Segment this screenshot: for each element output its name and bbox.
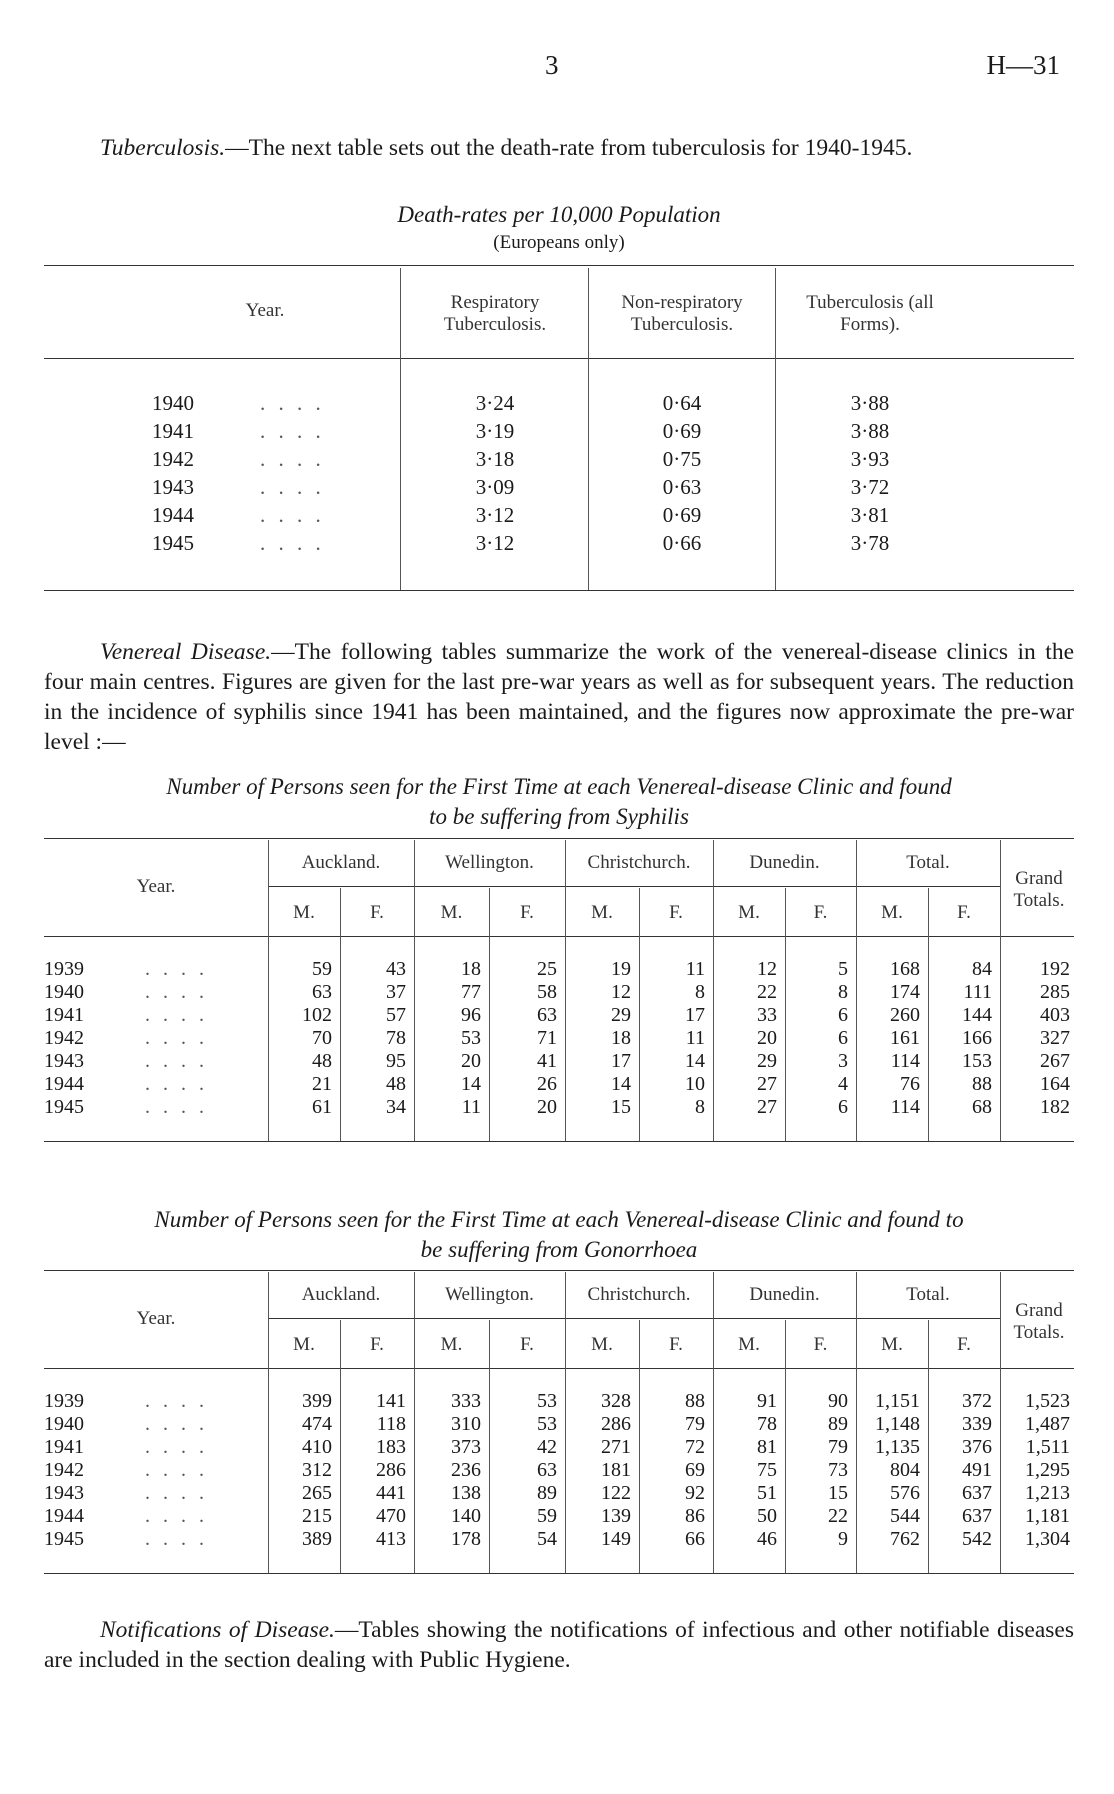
table-cell: 63 (537, 1004, 557, 1026)
table-cell: 114 (890, 1050, 920, 1072)
column-header-year: Year. (136, 1308, 176, 1329)
column-header-year: Year. (245, 300, 285, 321)
table-cell: 92 (685, 1482, 705, 1504)
leader-dots: . . . . (145, 1459, 208, 1481)
row-year: 1943 (44, 1050, 84, 1072)
table-cell: 17 (685, 1004, 705, 1026)
table-cell: 63 (537, 1459, 557, 1481)
leader-dots: . . . . (145, 1096, 208, 1118)
table-rule (44, 1368, 1074, 1369)
table-cell: 8 (695, 981, 705, 1003)
leader-dots: . . . . (260, 419, 325, 443)
leader-dots: . . . . (145, 1482, 208, 1504)
column-header-centre: Wellington. (445, 852, 534, 873)
table-cell: 1,295 (1025, 1459, 1070, 1481)
table-cell: 153 (962, 1050, 992, 1072)
table-cell: 75 (757, 1459, 777, 1481)
syphilis-table-title-line1: Number of Persons seen for the First Time at each Venereal-disease Clinic and found (166, 774, 952, 799)
column-header-centre: Total. (906, 1284, 950, 1305)
table-cell: 53 (461, 1027, 481, 1049)
table-cell: 637 (962, 1505, 992, 1527)
table-cell: 77 (461, 981, 481, 1003)
tuberculosis-intro-text: —The next table sets out the death-rate from tuberculosis for 1940-1945. (225, 135, 913, 161)
table-cell: 96 (461, 1004, 481, 1026)
column-header-female: F. (813, 902, 828, 923)
table-cell: 89 (828, 1413, 848, 1435)
table-rule (44, 1270, 1074, 1271)
cell-respiratory: 3·09 (475, 475, 515, 499)
table-cell: 51 (757, 1482, 777, 1504)
column-header-male: M. (881, 902, 903, 923)
table-cell: 12 (757, 958, 777, 980)
table-cell: 267 (1040, 1050, 1070, 1072)
table-cell: 15 (828, 1482, 848, 1504)
cell-non-respiratory: 0·75 (662, 447, 702, 471)
table-cell: 25 (537, 958, 557, 980)
column-header-centre: Wellington. (445, 1284, 534, 1305)
table-cell: 53 (537, 1413, 557, 1435)
table-cell: 71 (537, 1027, 557, 1049)
table-cell: 265 (302, 1482, 332, 1504)
column-header-centre: Christchurch. (587, 1284, 691, 1305)
table-cell: 48 (386, 1073, 406, 1095)
table-cell: 178 (451, 1528, 481, 1550)
table-cell: 102 (302, 1004, 332, 1026)
table-cell: 79 (828, 1436, 848, 1458)
leader-dots: . . . . (145, 981, 208, 1003)
column-header-female: F. (957, 1334, 971, 1355)
cell-non-respiratory: 0·69 (662, 419, 702, 443)
table-cell: 149 (601, 1528, 631, 1550)
cell-all-forms: 3·78 (850, 531, 890, 555)
leader-dots: . . . . (145, 1050, 208, 1072)
column-header-respiratory: Respiratory Tuberculosis. (443, 292, 547, 335)
table-cell: 14 (461, 1073, 481, 1095)
column-header-female: F. (370, 1334, 384, 1355)
row-year: 1943 (44, 1482, 84, 1504)
table-cell: 95 (386, 1050, 406, 1072)
table-cell: 53 (537, 1390, 557, 1412)
table-cell: 236 (451, 1459, 481, 1481)
table-cell: 260 (890, 1004, 920, 1026)
table-cell: 48 (312, 1050, 332, 1072)
table-cell: 72 (685, 1436, 705, 1458)
venereal-heading: Venereal Disease. (100, 639, 272, 665)
table-rule (44, 936, 1074, 937)
cell-non-respiratory: 0·64 (662, 391, 702, 415)
table-cell: 1,135 (875, 1436, 920, 1458)
table-cell: 310 (451, 1413, 481, 1435)
column-header-centre: Dunedin. (749, 1284, 820, 1305)
cell-respiratory: 3·12 (475, 503, 515, 527)
leader-dots: . . . . (145, 1027, 208, 1049)
cell-all-forms: 3·81 (850, 503, 890, 527)
table-cell: 11 (461, 1096, 481, 1118)
cell-all-forms: 3·88 (850, 391, 890, 415)
column-header-grand-totals: Grand Totals. (1013, 868, 1065, 911)
table-cell: 81 (757, 1436, 777, 1458)
table-cell: 43 (386, 958, 406, 980)
row-year: 1945 (44, 1096, 84, 1118)
table-cell: 474 (302, 1413, 332, 1435)
table-cell: 542 (962, 1528, 992, 1550)
table-cell: 11 (685, 958, 705, 980)
cell-respiratory: 3·24 (475, 391, 515, 415)
table-rule (44, 358, 1074, 359)
table-cell: 637 (962, 1482, 992, 1504)
column-header-female: F. (669, 1334, 683, 1355)
table-cell: 410 (302, 1436, 332, 1458)
table-cell: 181 (601, 1459, 631, 1481)
table-cell: 46 (757, 1528, 777, 1550)
table-cell: 79 (685, 1413, 705, 1435)
table-cell: 78 (757, 1413, 777, 1435)
row-year: 1941 (152, 419, 194, 443)
column-header-grand-totals: Grand Totals. (1013, 1300, 1065, 1343)
column-header-male: M. (738, 902, 760, 923)
syphilis-table-title-line2: to be suffering from Syphilis (429, 804, 689, 829)
table-cell: 20 (461, 1050, 481, 1072)
table-cell: 144 (962, 1004, 992, 1026)
leader-dots: . . . . (145, 1528, 208, 1550)
table-cell: 1,148 (875, 1413, 920, 1435)
leader-dots: . . . . (145, 1505, 208, 1527)
table-cell: 26 (537, 1073, 557, 1095)
table-cell: 804 (890, 1459, 920, 1481)
column-header-male: M. (591, 902, 613, 923)
column-header-male: M. (293, 1334, 315, 1355)
table-cell: 1,181 (1025, 1505, 1070, 1527)
row-year: 1940 (44, 981, 84, 1003)
row-year: 1945 (44, 1528, 84, 1550)
column-header-male: M. (293, 902, 315, 923)
table-cell: 576 (890, 1482, 920, 1504)
leader-dots: . . . . (145, 1436, 208, 1458)
leader-dots: . . . . (260, 447, 325, 471)
table-cell: 5 (838, 958, 848, 980)
table-cell: 10 (685, 1073, 705, 1095)
cell-all-forms: 3·93 (850, 447, 890, 471)
table-cell: 161 (890, 1027, 920, 1049)
table-cell: 164 (1040, 1073, 1070, 1095)
table-cell: 34 (386, 1096, 406, 1118)
row-year: 1943 (152, 475, 194, 499)
table-cell: 22 (828, 1505, 848, 1527)
table-cell: 54 (537, 1528, 557, 1550)
cell-all-forms: 3·72 (850, 475, 890, 499)
table-cell: 17 (611, 1050, 631, 1072)
table-rule (44, 1573, 1074, 1574)
table-cell: 333 (451, 1390, 481, 1412)
cell-non-respiratory: 0·66 (662, 531, 702, 555)
table-cell: 286 (601, 1413, 631, 1435)
table-cell: 9 (838, 1528, 848, 1550)
column-header-centre: Dunedin. (749, 852, 820, 873)
cell-respiratory: 3·18 (475, 447, 515, 471)
table-cell: 1,523 (1025, 1390, 1070, 1412)
tuberculosis-paragraph (44, 133, 1074, 163)
column-header-male: M. (738, 1334, 760, 1355)
table-cell: 183 (376, 1436, 406, 1458)
cell-all-forms: 3·88 (850, 419, 890, 443)
table-cell: 328 (601, 1390, 631, 1412)
cell-respiratory: 3·12 (475, 531, 515, 555)
column-header-male: M. (591, 1334, 613, 1355)
table-cell: 3 (838, 1050, 848, 1072)
table-cell: 73 (828, 1459, 848, 1481)
table-cell: 122 (601, 1482, 631, 1504)
column-header-male: M. (440, 1334, 463, 1355)
table-cell: 66 (685, 1528, 705, 1550)
table-cell: 86 (685, 1505, 705, 1527)
venereal-paragraph (44, 637, 1074, 757)
table-cell: 27 (757, 1096, 777, 1118)
table-cell: 1,511 (1025, 1436, 1070, 1458)
table-cell: 8 (695, 1096, 705, 1118)
table-cell: 29 (611, 1004, 631, 1026)
table-cell: 491 (962, 1459, 992, 1481)
row-year: 1945 (152, 531, 194, 555)
table-cell: 76 (900, 1073, 920, 1095)
table-cell: 29 (757, 1050, 777, 1072)
cell-non-respiratory: 0·69 (662, 503, 702, 527)
table-cell: 8 (838, 981, 848, 1003)
column-header-year: Year. (136, 876, 176, 897)
table-cell: 1,151 (875, 1390, 920, 1412)
table-cell: 88 (972, 1073, 992, 1095)
row-year: 1941 (44, 1436, 84, 1458)
table-cell: 312 (302, 1459, 332, 1481)
table-rule (44, 265, 1074, 266)
table-cell: 6 (838, 1096, 848, 1118)
column-header-male: M. (881, 1334, 903, 1355)
table-cell: 91 (757, 1390, 777, 1412)
table-cell: 14 (685, 1050, 705, 1072)
table-cell: 215 (302, 1505, 332, 1527)
table-cell: 90 (828, 1390, 848, 1412)
table-cell: 63 (312, 981, 332, 1003)
row-year: 1944 (44, 1073, 84, 1095)
table-cell: 88 (685, 1390, 705, 1412)
tuberculosis-heading: Tuberculosis. (100, 135, 226, 161)
leader-dots: . . . . (145, 1413, 208, 1435)
table-cell: 11 (685, 1027, 705, 1049)
row-year: 1939 (44, 958, 84, 980)
column-header-female: F. (370, 902, 384, 923)
page-number: 3 (545, 50, 559, 80)
table-cell: 372 (962, 1390, 992, 1412)
table-cell: 140 (451, 1505, 481, 1527)
table-cell: 182 (1040, 1096, 1070, 1118)
table-cell: 389 (302, 1528, 332, 1550)
gonorrhoea-table-title-line1: Number of Persons seen for the First Time at each Venereal-disease Clinic and found to (154, 1207, 964, 1232)
table-cell: 21 (312, 1073, 332, 1095)
table-cell: 174 (890, 981, 920, 1003)
table-cell: 139 (601, 1505, 631, 1527)
leader-dots: . . . . (145, 958, 208, 980)
table-cell: 37 (386, 981, 406, 1003)
table-cell: 42 (537, 1436, 557, 1458)
table-cell: 15 (611, 1096, 631, 1118)
table-cell: 168 (890, 958, 920, 980)
table-rule (44, 838, 1074, 839)
table-cell: 271 (601, 1436, 631, 1458)
table-cell: 118 (376, 1413, 406, 1435)
table-cell: 1,304 (1025, 1528, 1070, 1550)
cell-non-respiratory: 0·63 (662, 475, 702, 499)
column-header-male: M. (440, 902, 463, 923)
table-cell: 84 (972, 958, 992, 980)
table-cell: 6 (838, 1004, 848, 1026)
column-divider (588, 268, 589, 590)
column-header-female: F. (520, 902, 534, 923)
table-cell: 89 (537, 1482, 557, 1504)
table-cell: 33 (757, 1004, 777, 1026)
table-cell: 327 (1040, 1027, 1070, 1049)
row-year: 1944 (152, 503, 194, 527)
table-cell: 441 (376, 1482, 406, 1504)
column-header-centre: Auckland. (301, 1284, 381, 1305)
table-cell: 141 (376, 1390, 406, 1412)
table-cell: 61 (312, 1096, 332, 1118)
table-cell: 399 (302, 1390, 332, 1412)
table-cell: 41 (537, 1050, 557, 1072)
table-cell: 19 (611, 958, 631, 980)
column-header-female: F. (669, 902, 683, 923)
notifications-text: —Tables showing the notifications of infectious and other notifiable diseases are included in the section dealing with Public Hygiene. (44, 1617, 1074, 1673)
table-cell: 114 (890, 1096, 920, 1118)
table-cell: 286 (376, 1459, 406, 1481)
table-cell: 138 (451, 1482, 481, 1504)
table-cell: 22 (757, 981, 777, 1003)
table-cell: 403 (1040, 1004, 1070, 1026)
row-year: 1941 (44, 1004, 84, 1026)
table-cell: 6 (838, 1027, 848, 1049)
table-cell: 376 (962, 1436, 992, 1458)
table-cell: 59 (537, 1505, 557, 1527)
document-reference: H—31 (986, 50, 1060, 80)
table-rule (268, 1318, 1000, 1319)
leader-dots: . . . . (260, 475, 325, 499)
row-year: 1942 (44, 1027, 84, 1049)
table-cell: 192 (1040, 958, 1070, 980)
leader-dots: . . . . (145, 1073, 208, 1095)
column-header-non-respiratory: Non-respiratory Tuberculosis. (621, 292, 743, 335)
table-cell: 14 (611, 1073, 631, 1095)
column-header-female: F. (813, 1334, 828, 1355)
column-header-centre: Christchurch. (587, 852, 691, 873)
column-divider (775, 268, 776, 590)
table-cell: 339 (962, 1413, 992, 1435)
leader-dots: . . . . (145, 1004, 208, 1026)
venereal-intro-text: —The following tables summarize the work of the venereal-disease clinics in the four main centres. Figures are given for the last pre-war years as well as for subsequent years. The reduction in the incidence of syphilis since 1941 has been maintained, and the figures now approximate the pre-war level :— (44, 639, 1075, 755)
leader-dots: . . . . (260, 503, 325, 527)
column-header-centre: Total. (906, 852, 950, 873)
table-cell: 762 (890, 1528, 920, 1550)
leader-dots: . . . . (260, 391, 325, 415)
gonorrhoea-table-title-line2: be suffering from Gonorrhoea (420, 1237, 698, 1262)
table-cell: 68 (972, 1096, 992, 1118)
table-cell: 413 (376, 1528, 406, 1550)
row-year: 1939 (44, 1390, 84, 1412)
table-rule (268, 886, 1000, 887)
table-cell: 20 (757, 1027, 777, 1049)
notifications-heading: Notifications of Disease. (100, 1617, 335, 1643)
leader-dots: . . . . (260, 531, 325, 555)
table-cell: 70 (312, 1027, 332, 1049)
column-divider (400, 268, 401, 590)
table-cell: 12 (611, 981, 631, 1003)
table-cell: 59 (312, 958, 332, 980)
row-year: 1940 (44, 1413, 84, 1435)
table-cell: 57 (386, 1004, 406, 1026)
table-rule (44, 1141, 1074, 1142)
column-header-all-forms: Tuberculosis (all Forms). (806, 292, 934, 335)
tuberculosis-table-subtitle: (Europeans only) (493, 232, 625, 253)
table-cell: 4 (838, 1073, 848, 1095)
table-cell: 373 (451, 1436, 481, 1458)
table-cell: 111 (963, 981, 992, 1003)
table-cell: 50 (757, 1505, 777, 1527)
table-cell: 58 (537, 981, 557, 1003)
table-cell: 69 (685, 1459, 705, 1481)
table-cell: 18 (611, 1027, 631, 1049)
table-cell: 1,213 (1025, 1482, 1070, 1504)
table-cell: 18 (461, 958, 481, 980)
tuberculosis-table-title: Death-rates per 10,000 Population (397, 202, 721, 227)
table-cell: 78 (386, 1027, 406, 1049)
row-year: 1940 (152, 391, 194, 415)
table-cell: 20 (537, 1096, 557, 1118)
column-header-female: F. (520, 1334, 534, 1355)
table-cell: 27 (757, 1073, 777, 1095)
column-header-female: F. (957, 902, 971, 923)
table-cell: 166 (962, 1027, 992, 1049)
table-cell: 544 (890, 1505, 920, 1527)
table-cell: 1,487 (1025, 1413, 1070, 1435)
notifications-paragraph (44, 1615, 1074, 1675)
table-cell: 285 (1040, 981, 1070, 1003)
leader-dots: . . . . (145, 1390, 208, 1412)
cell-respiratory: 3·19 (475, 419, 515, 443)
row-year: 1942 (44, 1459, 84, 1481)
table-cell: 470 (376, 1505, 406, 1527)
row-year: 1942 (152, 447, 194, 471)
row-year: 1944 (44, 1505, 84, 1527)
table-rule (44, 590, 1074, 591)
column-header-centre: Auckland. (301, 852, 381, 873)
